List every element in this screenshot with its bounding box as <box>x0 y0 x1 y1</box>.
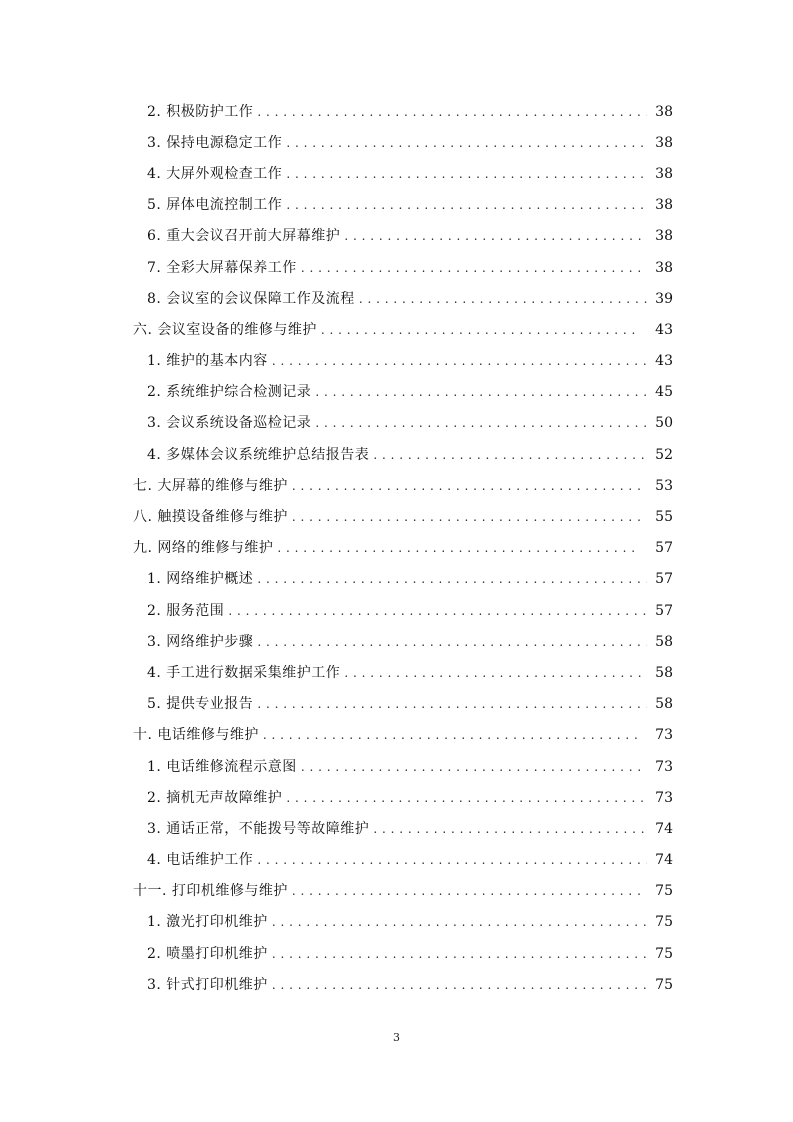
toc-entry-label: 6. 重大会议召开前大屏幕维护 <box>147 228 341 245</box>
toc-entry-page: 75 <box>655 976 673 993</box>
toc-entry-page: 75 <box>655 945 673 962</box>
toc-dot-leader <box>286 197 647 213</box>
toc-entry-label: 5. 提供专业报告 <box>147 696 254 713</box>
toc-entry-label: 7. 全彩大屏幕保养工作 <box>147 259 297 276</box>
toc-chapter-entry[interactable] <box>0 720 793 751</box>
toc-entry-label: 1. 维护的基本内容 <box>147 353 268 370</box>
toc-entry-page: 38 <box>655 134 673 151</box>
toc-entry-label: 5. 屏体电流控制工作 <box>147 197 283 214</box>
toc-section-entry[interactable] <box>0 190 793 221</box>
toc-dot-leader <box>257 634 647 650</box>
toc-entry-page: 58 <box>655 696 673 713</box>
toc-dot-leader <box>228 603 647 619</box>
toc-entry-page: 58 <box>655 633 673 650</box>
toc-entry-page: 55 <box>655 509 673 526</box>
toc-entry-page: 75 <box>655 883 673 900</box>
toc-section-entry[interactable] <box>0 813 793 844</box>
toc-entry-page: 75 <box>655 914 673 931</box>
toc-entry-label: 3. 网络维护步骤 <box>147 633 254 650</box>
toc-section-entry[interactable] <box>0 439 793 470</box>
toc-entry-page: 39 <box>655 290 673 307</box>
toc-section-entry[interactable] <box>0 283 793 314</box>
toc-section-entry[interactable] <box>0 907 793 938</box>
toc-entry-label: 2. 摘机无声故障维护 <box>147 789 283 806</box>
toc-dot-leader <box>272 914 647 930</box>
toc-entry-label: 六. 会议室设备的维修与维护 <box>133 321 317 338</box>
toc-dot-leader <box>292 509 641 525</box>
toc-section-entry[interactable] <box>0 158 793 189</box>
toc-entry-label: 1. 网络维护概述 <box>147 571 254 588</box>
toc-chapter-entry[interactable] <box>0 314 793 345</box>
toc-entry-page: 38 <box>655 197 673 214</box>
toc-section-entry[interactable] <box>0 127 793 158</box>
toc-section-entry[interactable] <box>0 221 793 252</box>
toc-entry-page: 57 <box>655 571 673 588</box>
toc-entry-page: 38 <box>655 259 673 276</box>
toc-dot-leader <box>257 696 647 712</box>
toc-chapter-entry[interactable] <box>0 470 793 501</box>
toc-chapter-entry[interactable] <box>0 533 793 564</box>
toc-dot-leader <box>344 228 647 244</box>
toc-section-entry[interactable] <box>0 252 793 283</box>
toc-section-entry[interactable] <box>0 782 793 813</box>
toc-entry-label: 8. 会议室的会议保障工作及流程 <box>147 290 355 307</box>
toc-entry-page: 74 <box>655 820 673 837</box>
toc-section-entry[interactable] <box>0 689 793 720</box>
toc-dot-leader <box>272 977 647 993</box>
toc-entry-page: 38 <box>655 103 673 120</box>
toc-dot-leader <box>286 166 647 182</box>
toc-dot-leader <box>257 852 647 868</box>
toc-dot-leader <box>315 384 647 400</box>
toc-entry-label: 七. 大屏幕的维修与维护 <box>133 477 288 494</box>
toc-entry-label: 4. 大屏外观检查工作 <box>147 165 283 182</box>
toc-section-entry[interactable] <box>0 595 793 626</box>
toc-entry-label: 3. 通话正常，不能拨号等故障维护 <box>147 820 370 837</box>
toc-entry-label: 4. 多媒体会议系统维护总结报告表 <box>147 446 370 463</box>
toc-dot-leader <box>321 322 641 338</box>
table-of-contents <box>0 96 793 1000</box>
toc-dot-leader <box>315 415 647 431</box>
toc-entry-label: 2. 积极防护工作 <box>147 103 254 120</box>
toc-entry-page: 53 <box>655 477 673 494</box>
toc-entry-label: 八. 触摸设备维修与维护 <box>133 509 288 526</box>
toc-entry-page: 73 <box>655 727 673 744</box>
toc-dot-leader <box>286 135 647 151</box>
toc-entry-label: 3. 会议系统设备巡检记录 <box>147 415 312 432</box>
toc-chapter-entry[interactable] <box>0 876 793 907</box>
toc-section-entry[interactable] <box>0 564 793 595</box>
toc-section-entry[interactable] <box>0 938 793 969</box>
toc-entry-page: 50 <box>655 415 673 432</box>
toc-entry-label: 2. 服务范围 <box>147 602 225 619</box>
toc-dot-leader <box>257 571 647 587</box>
toc-entry-label: 1. 激光打印机维护 <box>147 914 268 931</box>
toc-section-entry[interactable] <box>0 969 793 1000</box>
toc-dot-leader <box>277 540 641 556</box>
toc-section-entry[interactable] <box>0 96 793 127</box>
toc-entry-page: 58 <box>655 664 673 681</box>
toc-entry-page: 38 <box>655 228 673 245</box>
toc-dot-leader <box>292 883 641 899</box>
toc-entry-page: 73 <box>655 758 673 775</box>
toc-dot-leader <box>373 447 647 463</box>
toc-entry-label: 3. 保持电源稳定工作 <box>147 134 283 151</box>
toc-dot-leader <box>359 291 647 307</box>
toc-dot-leader <box>301 759 647 775</box>
toc-section-entry[interactable] <box>0 377 793 408</box>
toc-entry-page: 43 <box>655 321 673 338</box>
toc-dot-leader <box>286 790 647 806</box>
toc-entry-page: 73 <box>655 789 673 806</box>
toc-entry-page: 57 <box>655 540 673 557</box>
toc-section-entry[interactable] <box>0 408 793 439</box>
toc-entry-label: 十. 电话维修与维护 <box>133 727 259 744</box>
toc-entry-label: 4. 电话维护工作 <box>147 852 254 869</box>
toc-entry-page: 38 <box>655 165 673 182</box>
toc-section-entry[interactable] <box>0 845 793 876</box>
toc-entry-page: 57 <box>655 602 673 619</box>
toc-section-entry[interactable] <box>0 657 793 688</box>
toc-entry-label: 九. 网络的维修与维护 <box>133 540 274 557</box>
toc-dot-leader <box>344 665 647 681</box>
toc-dot-leader <box>373 821 647 837</box>
toc-dot-leader <box>292 478 641 494</box>
toc-section-entry[interactable] <box>0 751 793 782</box>
toc-dot-leader <box>272 946 647 962</box>
toc-section-entry[interactable] <box>0 626 793 657</box>
toc-dot-leader <box>272 353 647 369</box>
toc-entry-label: 2. 喷墨打印机维护 <box>147 945 268 962</box>
toc-entry-label: 4. 手工进行数据采集维护工作 <box>147 664 341 681</box>
toc-entry-page: 74 <box>655 852 673 869</box>
toc-dot-leader <box>263 727 641 743</box>
toc-section-entry[interactable] <box>0 346 793 377</box>
toc-entry-label: 2. 系统维护综合检测记录 <box>147 384 312 401</box>
toc-entry-page: 43 <box>655 353 673 370</box>
toc-entry-label: 3. 针式打印机维护 <box>147 976 268 993</box>
toc-chapter-entry[interactable] <box>0 501 793 532</box>
toc-entry-label: 1. 电话维修流程示意图 <box>147 758 297 775</box>
page-number: 3 <box>393 1031 400 1044</box>
toc-entry-label: 十一. 打印机维修与维护 <box>133 883 288 900</box>
toc-dot-leader <box>257 104 647 120</box>
toc-entry-page: 52 <box>655 446 673 463</box>
toc-dot-leader <box>301 260 647 276</box>
toc-entry-page: 45 <box>655 384 673 401</box>
